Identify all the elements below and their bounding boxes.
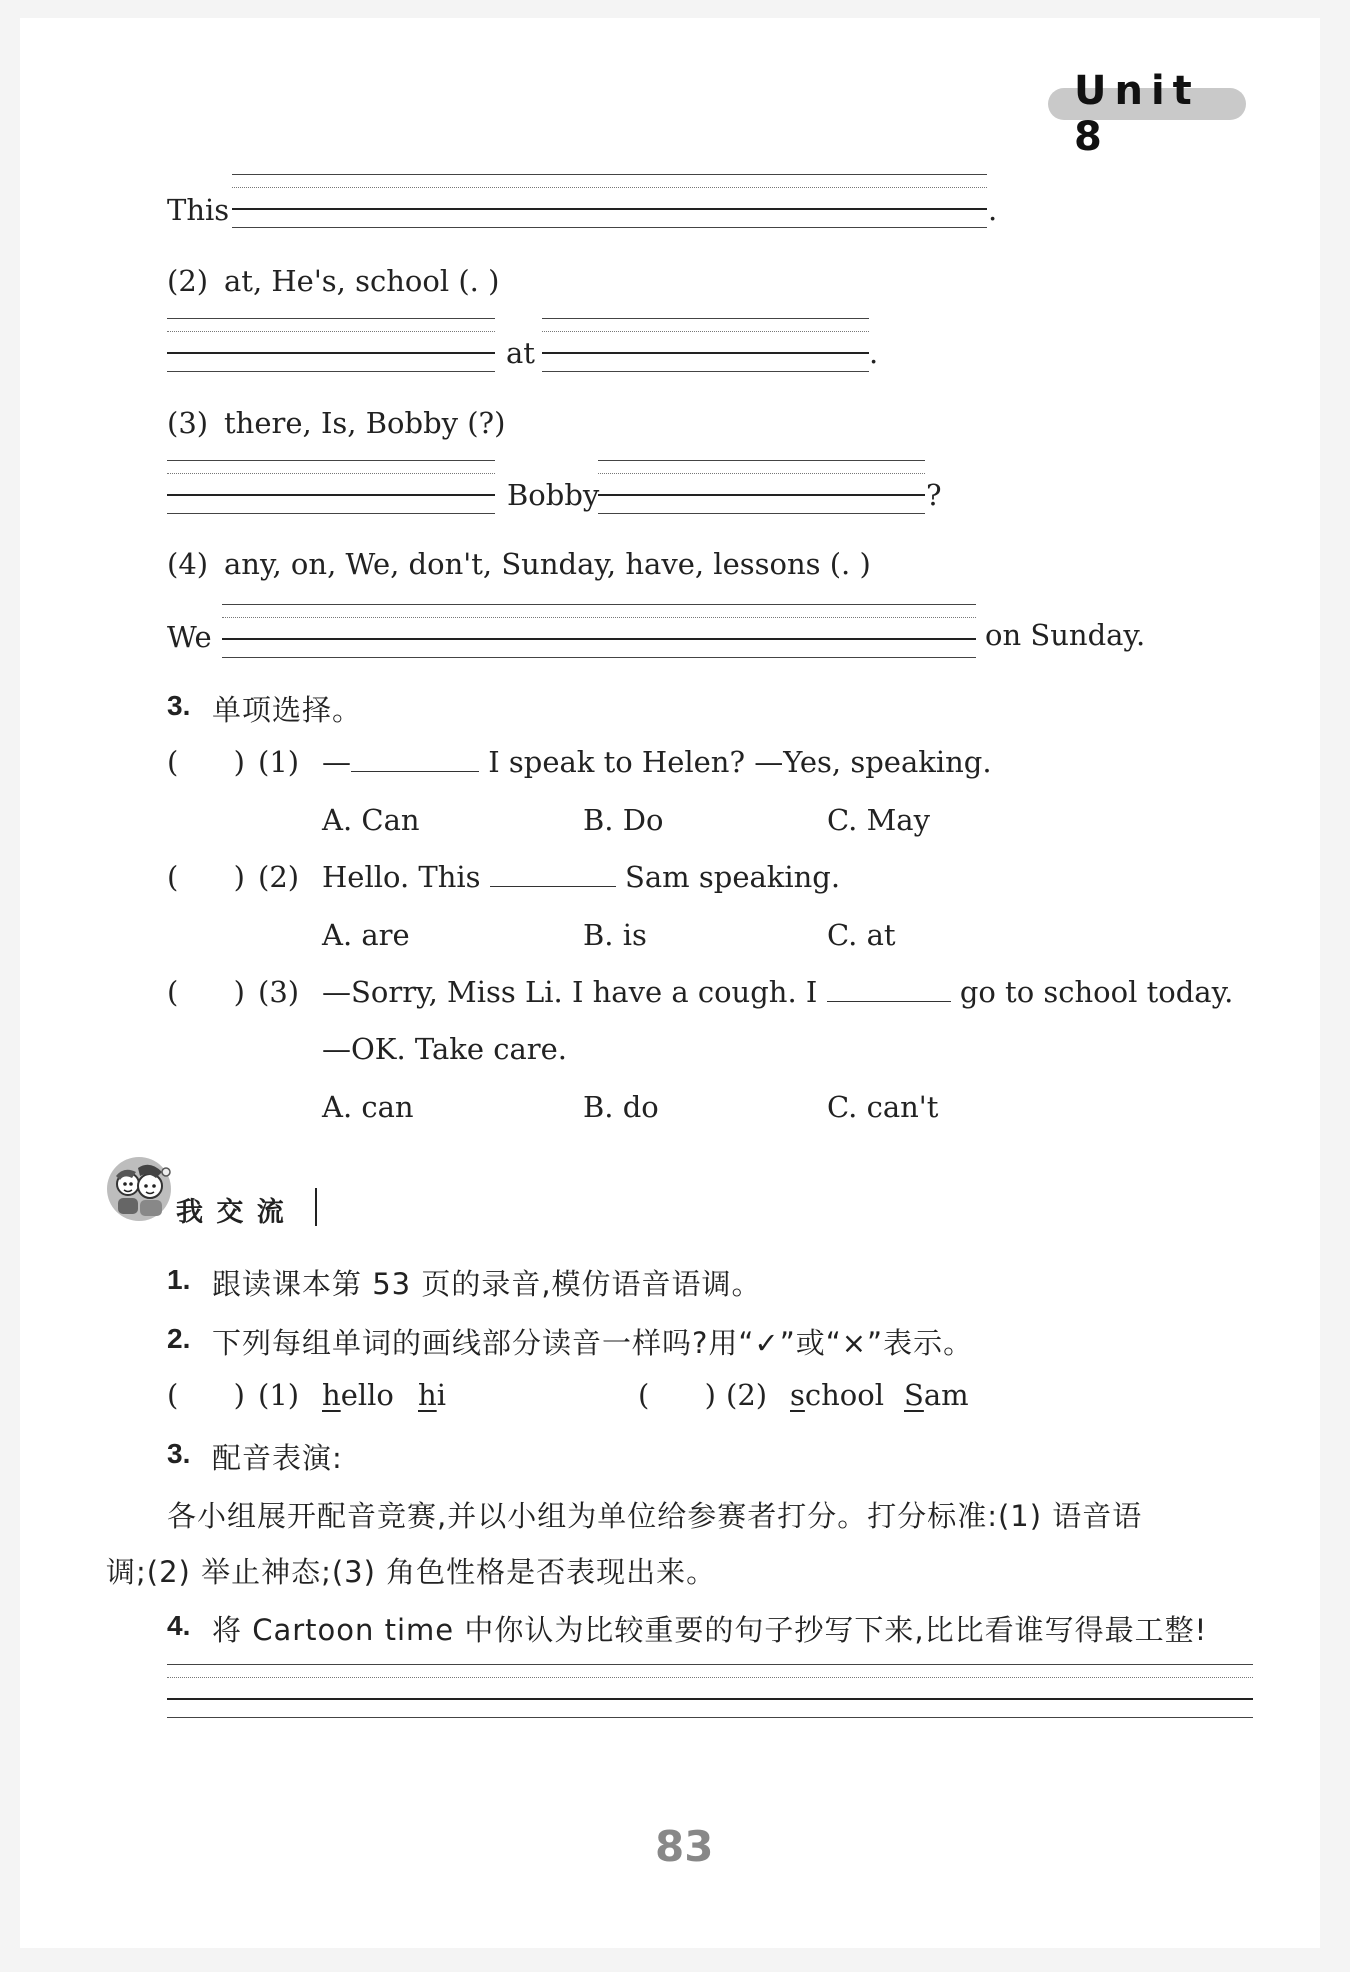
item4-words: any, on, We, don't, Sunday, have, lessons (. ) bbox=[224, 547, 871, 581]
pair2-word2-underlined: S bbox=[904, 1378, 924, 1412]
q2-stem bbox=[322, 860, 840, 894]
q2-option-a[interactable]: A. are bbox=[322, 918, 410, 952]
writing-line-item1[interactable] bbox=[232, 174, 987, 230]
q2-option-c[interactable]: C. at bbox=[827, 918, 896, 952]
talk-item1: 跟读课本第 53 页的录音,模仿语音语调。 bbox=[212, 1267, 762, 1301]
q1-option-a[interactable]: A. Can bbox=[322, 803, 420, 837]
section-divider bbox=[315, 1188, 317, 1226]
q3-title: 单项选择。 bbox=[212, 693, 363, 727]
pair2-word1-underlined: s bbox=[790, 1378, 805, 1412]
unit-badge bbox=[1048, 68, 1246, 160]
q3-number: 3. bbox=[167, 690, 191, 721]
writing-line-item3b[interactable] bbox=[598, 460, 925, 516]
talk-item4: 将 Cartoon time 中你认为比较重要的句子抄写下来,比比看谁写得最工整! bbox=[212, 1613, 1208, 1647]
writing-line-item2a[interactable] bbox=[167, 318, 495, 374]
q1-stem-a: — bbox=[322, 745, 351, 779]
writing-line-item2b[interactable] bbox=[542, 318, 869, 374]
item2-words: at, He's, school (. ) bbox=[224, 264, 500, 298]
pair1-word2 bbox=[418, 1378, 446, 1412]
q1-stem bbox=[322, 745, 992, 779]
talk-item3-num: 3. bbox=[167, 1438, 191, 1469]
item2-mid-word: at bbox=[506, 336, 535, 370]
q3-stem-line2: —OK. Take care. bbox=[322, 1032, 567, 1066]
q3-option-c[interactable]: C. can't bbox=[827, 1090, 939, 1124]
talk-item3: 配音表演: bbox=[212, 1441, 343, 1475]
pair1-word1-underlined: h bbox=[322, 1378, 341, 1412]
writing-line-item3a[interactable] bbox=[167, 460, 495, 516]
item4-start-word: We bbox=[167, 620, 212, 654]
talk-item2-num: 2. bbox=[167, 1323, 191, 1354]
pair1-num: (1) bbox=[258, 1378, 300, 1412]
q3-option-a[interactable]: A. can bbox=[322, 1090, 414, 1124]
q3-stem bbox=[322, 975, 1233, 1009]
answer-paren-pair1[interactable]: ( ) bbox=[167, 1378, 245, 1412]
item3-num: (3) bbox=[167, 406, 209, 440]
q3-option-b[interactable]: B. do bbox=[583, 1090, 659, 1124]
q3-blank[interactable] bbox=[827, 975, 951, 1002]
q1-stem-b: I speak to Helen? —Yes, speaking. bbox=[488, 745, 992, 779]
q2-option-b[interactable]: B. is bbox=[583, 918, 647, 952]
pair2-word1-rest: chool bbox=[804, 1378, 885, 1412]
answer-paren-q2[interactable]: ( ) bbox=[167, 860, 245, 894]
pair1-word1-rest: ello bbox=[340, 1378, 394, 1412]
pair1-word1 bbox=[322, 1378, 394, 1412]
item3-mid-word: Bobby bbox=[507, 478, 600, 512]
answer-paren-q1[interactable]: ( ) bbox=[167, 745, 245, 779]
writing-line-copy[interactable] bbox=[167, 1664, 1253, 1720]
pair1-word2-rest: i bbox=[436, 1378, 446, 1412]
page-number: 83 bbox=[655, 1822, 714, 1871]
q2-stem-a: Hello. This bbox=[322, 860, 481, 894]
writing-line-item4[interactable] bbox=[222, 604, 976, 660]
item4-num: (4) bbox=[167, 547, 209, 581]
q1-option-c[interactable]: C. May bbox=[827, 803, 930, 837]
item4-end-words: on Sunday. bbox=[985, 618, 1146, 652]
item2-num: (2) bbox=[167, 264, 209, 298]
pair2-num: (2) bbox=[726, 1378, 768, 1412]
pair2-word2-rest: am bbox=[923, 1378, 969, 1412]
q1-blank[interactable] bbox=[351, 745, 479, 772]
answer-paren-pair2[interactable]: ( ) bbox=[638, 1378, 716, 1412]
q3-stem-b: go to school today. bbox=[959, 975, 1234, 1009]
item1-start-word: This bbox=[167, 193, 230, 227]
q1-num: (1) bbox=[258, 745, 300, 779]
talk-item2: 下列每组单词的画线部分读音一样吗?用“✓”或“×”表示。 bbox=[212, 1326, 974, 1360]
q2-blank[interactable] bbox=[490, 860, 616, 887]
talk-item3-desc-line1: 各小组展开配音竞赛,并以小组为单位给参赛者打分。打分标准:(1) 语音语 bbox=[167, 1499, 1143, 1533]
pair2-word2 bbox=[904, 1378, 969, 1412]
talk-item1-num: 1. bbox=[167, 1264, 191, 1295]
talk-item4-num: 4. bbox=[167, 1610, 191, 1641]
q3-stem-a: —Sorry, Miss Li. I have a cough. I bbox=[322, 975, 818, 1009]
pair2-word1 bbox=[790, 1378, 884, 1412]
answer-paren-q3[interactable]: ( ) bbox=[167, 975, 245, 1009]
q2-num: (2) bbox=[258, 860, 300, 894]
item3-words: there, Is, Bobby (?) bbox=[224, 406, 506, 440]
q1-option-b[interactable]: B. Do bbox=[583, 803, 664, 837]
item2-end-punct: . bbox=[869, 336, 879, 370]
pair1-word2-underlined: h bbox=[418, 1378, 437, 1412]
section-title: 我 交 流 bbox=[176, 1197, 286, 1228]
q3-num: (3) bbox=[258, 975, 300, 1009]
q2-stem-b: Sam speaking. bbox=[625, 860, 841, 894]
item1-end-punct: . bbox=[988, 193, 998, 227]
unit-label: Unit 8 bbox=[1074, 68, 1200, 160]
item3-end-punct: ? bbox=[926, 478, 942, 512]
kids-mascot-icon bbox=[104, 1154, 174, 1224]
talk-item3-desc-line2: 调;(2) 举止神态;(3) 角色性格是否表现出来。 bbox=[106, 1555, 717, 1589]
